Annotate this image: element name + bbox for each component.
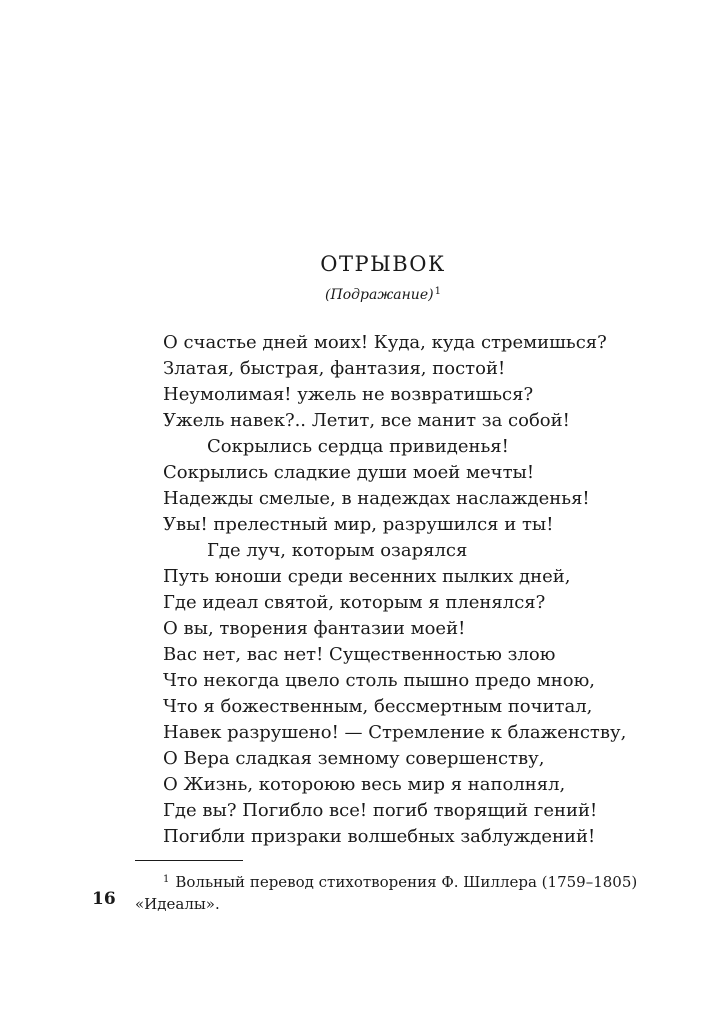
- poem-line: Погибли призраки волшебных заблуждений!: [163, 826, 596, 847]
- poem-line: Где идеал святой, которым я пленялся?: [163, 592, 546, 613]
- footnote-line-1: [135, 869, 638, 893]
- poem-line: Вас нет, вас нет! Существенностью злою: [163, 644, 556, 665]
- poem-line: Путь юноши среди весенних пылких дней,: [163, 566, 571, 587]
- poem-line: Надежды смелые, в надеждах наслажденья!: [163, 488, 590, 509]
- page-number: 16: [92, 889, 116, 909]
- footnote-text-1: Вольный перевод стихотворения Ф. Шиллера (1759–1805): [175, 873, 638, 891]
- poem-line: О счастье дней моих! Куда, куда стремишься?: [163, 332, 607, 353]
- poem-line: О вы, творения фантазии моей!: [163, 618, 466, 639]
- poem-title: ОТРЫВОК: [320, 252, 446, 276]
- footnote-reference-mark[interactable]: 1: [434, 286, 441, 297]
- poem-line: Увы! прелестный мир, разрушился и ты!: [163, 514, 554, 535]
- footnote-divider: [135, 860, 243, 861]
- poem-body: [163, 330, 683, 850]
- poem-line: Что некогда цвело столь пышно предо мною,: [163, 670, 595, 691]
- poem-line: Златая, быстрая, фантазия, постой!: [163, 358, 506, 379]
- footnote: [135, 869, 638, 915]
- poem-line: Сокрылись сладкие души моей мечты!: [163, 462, 535, 483]
- poem-subtitle: [0, 286, 709, 303]
- poem-line: Сокрылись сердца привиденья!: [207, 436, 509, 457]
- footnote-mark: 1: [163, 874, 170, 885]
- poem-line: Что я божественным, бессмертным почитал,: [163, 696, 593, 717]
- poem-line: О Вера сладкая земному совершенству,: [163, 748, 545, 769]
- footnote-text-2: «Идеалы».: [135, 895, 220, 913]
- poem-line: Где луч, которым озарялся: [207, 540, 468, 561]
- poem-line: Ужель навек?.. Летит, все манит за собой!: [163, 410, 570, 431]
- poem-line: Неумолимая! ужель не возвратишься?: [163, 384, 534, 405]
- poem-line: Где вы? Погибло все! погиб творящий гений!: [163, 800, 598, 821]
- footnote-line-2: [135, 893, 635, 915]
- subtitle-text: (Подражание): [325, 287, 434, 303]
- poem-line: Навек разрушено! — Стремление к блаженству,: [163, 722, 627, 743]
- poem-line: О Жизнь, котороюю весь мир я наполнял,: [163, 774, 566, 795]
